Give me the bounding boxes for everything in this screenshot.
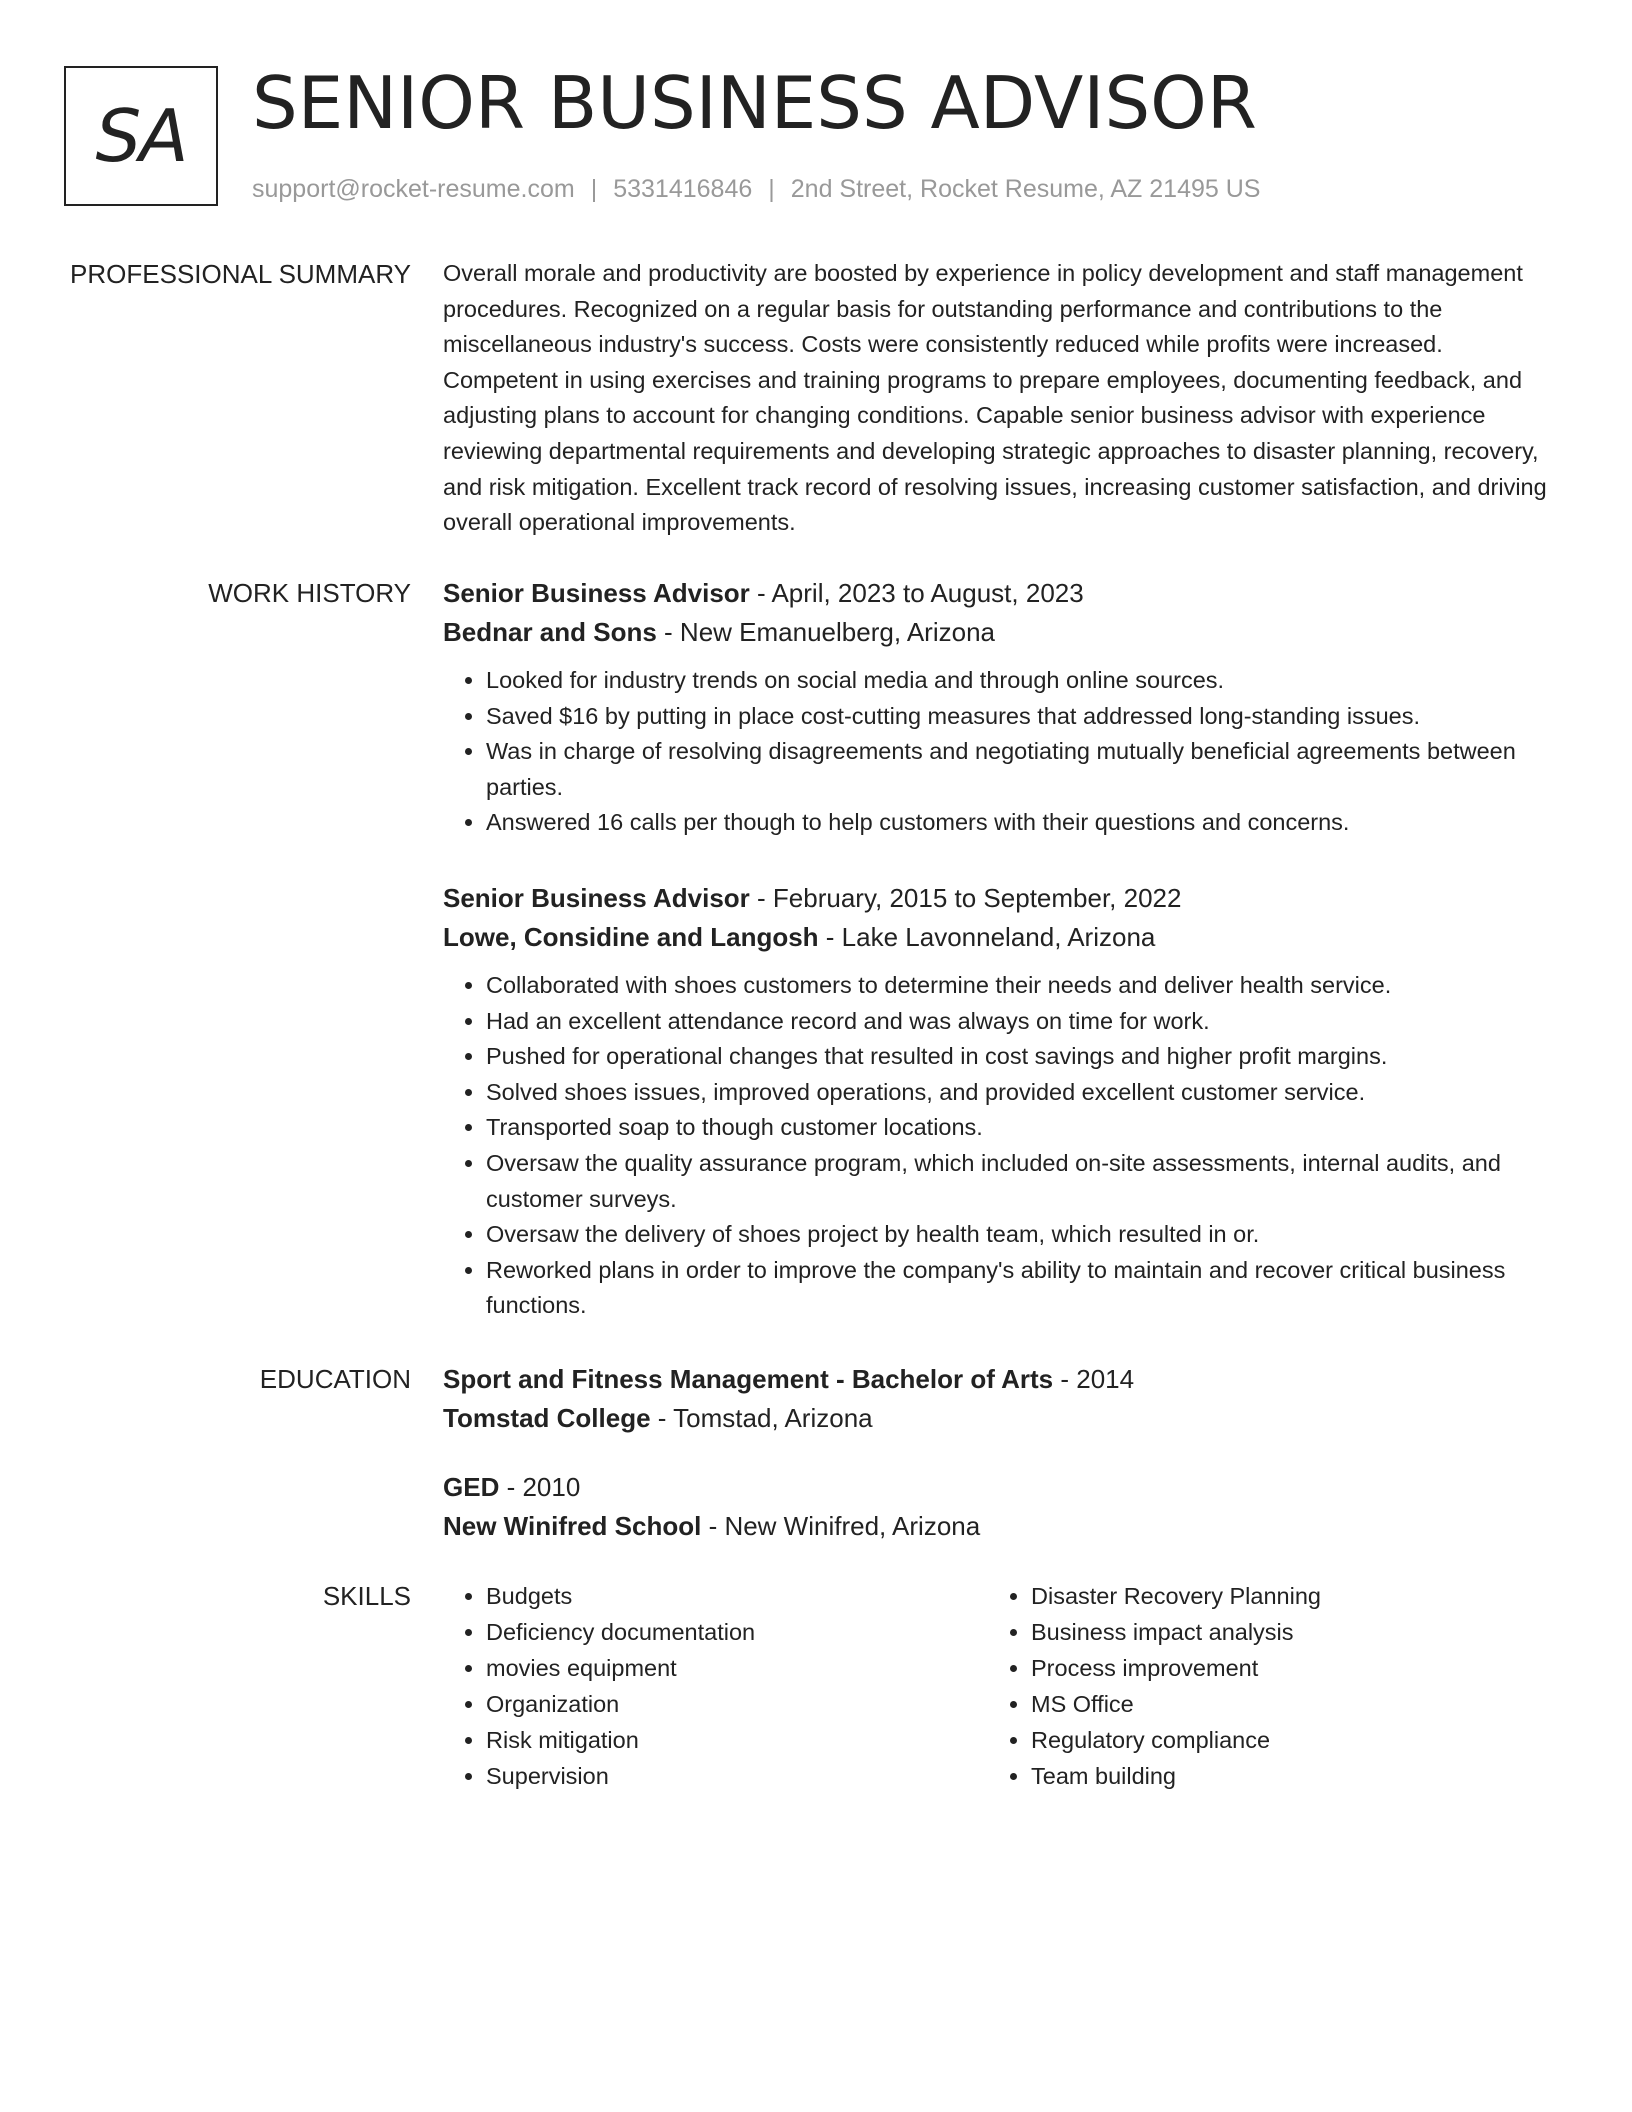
skill-item: • Regulatory compliance xyxy=(1031,1722,1533,1758)
monogram-logo: SA xyxy=(64,66,218,206)
skill-item: • Organization xyxy=(486,1686,988,1722)
skills-list-left xyxy=(443,1578,988,1794)
job-dates: - April, 2023 to August, 2023 xyxy=(749,578,1084,608)
section-label-summary: PROFESSIONAL SUMMARY xyxy=(70,259,411,289)
education-body xyxy=(443,1360,1553,1576)
job-title-line xyxy=(443,879,1553,918)
contact-separator: | xyxy=(768,175,775,203)
job-entry xyxy=(443,879,1553,1324)
skill-item: • MS Office xyxy=(1031,1686,1533,1722)
page-title: SENIOR BUSINESS ADVISOR xyxy=(252,61,1257,145)
summary-body xyxy=(443,256,1553,541)
job-dates: - February, 2015 to September, 2022 xyxy=(749,882,1182,913)
skills-body xyxy=(443,1578,1553,1794)
job-entry xyxy=(443,574,1553,841)
contact-address: 2nd Street, Rocket Resume, AZ 21495 US xyxy=(790,175,1261,203)
job-title: Senior Business Advisor xyxy=(443,578,750,608)
education-degree: Sport and Fitness Management - Bachelor of Arts xyxy=(443,1364,1054,1394)
education-entry xyxy=(443,1360,1553,1438)
section-label-skills: SKILLS xyxy=(322,1581,411,1611)
list-item: • Pushed for operational changes that resulted in cost savings and higher profit margins. xyxy=(486,1039,1553,1075)
education-degree-line xyxy=(443,1360,1553,1399)
education-school-line xyxy=(443,1399,1553,1438)
skills-list-right xyxy=(988,1578,1533,1794)
job-bullets xyxy=(443,968,1553,1324)
job-company-line xyxy=(443,613,1553,652)
job-title: Senior Business Advisor xyxy=(443,882,750,913)
skill-item: • Disaster Recovery Planning xyxy=(1031,1578,1533,1614)
education-school: Tomstad College xyxy=(443,1403,651,1433)
contact-phone: 5331416846 xyxy=(613,175,753,203)
list-item: • Oversaw the quality assurance program, which included on-site assessments, internal audits, and customer surveys. xyxy=(486,1146,1553,1217)
education-location: - New Winifred, Arizona xyxy=(701,1511,981,1541)
list-item: • Solved shoes issues, improved operations, and provided excellent customer service. xyxy=(486,1075,1553,1111)
list-item: • Had an excellent attendance record and was always on time for work. xyxy=(486,1004,1553,1040)
skill-item: • Deficiency documentation xyxy=(486,1614,988,1650)
list-item: • Reworked plans in order to improve the company's ability to maintain and recover critical business functions. xyxy=(486,1253,1553,1324)
list-item: • Oversaw the delivery of shoes project by health team, which resulted in or. xyxy=(486,1217,1553,1253)
list-item: • Looked for industry trends on social media and through online sources. xyxy=(486,663,1553,699)
list-item: • Collaborated with shoes customers to determine their needs and deliver health service. xyxy=(486,968,1553,1004)
job-bullets xyxy=(443,663,1553,841)
skill-item: • Team building xyxy=(1031,1758,1533,1794)
job-company-line xyxy=(443,918,1553,957)
list-item: • Was in charge of resolving disagreements and negotiating mutually beneficial agreements between parties. xyxy=(486,734,1553,805)
job-company: Lowe, Considine and Langosh xyxy=(443,921,819,952)
contact-email: support@rocket-resume.com xyxy=(252,175,575,203)
skill-item: • Budgets xyxy=(486,1578,988,1614)
job-location: - Lake Lavonneland, Arizona xyxy=(818,921,1156,952)
list-item: • Saved $16 by putting in place cost-cutting measures that addressed long-standing issues. xyxy=(486,699,1553,735)
education-location: - Tomstad, Arizona xyxy=(650,1403,873,1433)
skill-item: • Risk mitigation xyxy=(486,1722,988,1758)
section-label-education: EDUCATION xyxy=(259,1364,411,1394)
education-degree-line xyxy=(443,1468,1553,1507)
section-label-work-history: WORK HISTORY xyxy=(208,578,411,608)
job-title-line xyxy=(443,574,1553,613)
work-history-body xyxy=(443,574,1553,1362)
education-degree: GED xyxy=(443,1472,500,1502)
skill-item: • Supervision xyxy=(486,1758,988,1794)
job-company: Bednar and Sons xyxy=(443,617,657,647)
skill-item: • Process improvement xyxy=(1031,1650,1533,1686)
skill-item: • movies equipment xyxy=(486,1650,988,1686)
education-entry xyxy=(443,1468,1553,1546)
list-item: • Answered 16 calls per though to help customers with their questions and concerns. xyxy=(486,805,1553,841)
education-school: New Winifred School xyxy=(443,1511,702,1541)
job-location: - New Emanuelberg, Arizona xyxy=(656,617,995,647)
list-item: • Transported soap to though customer locations. xyxy=(486,1110,1553,1146)
education-school-line xyxy=(443,1507,1553,1546)
skill-item: • Business impact analysis xyxy=(1031,1614,1533,1650)
contact-separator: | xyxy=(590,175,598,203)
education-year: - 2010 xyxy=(499,1472,581,1502)
education-year: - 2014 xyxy=(1053,1364,1135,1394)
summary-text: Overall morale and productivity are boosted by experience in policy development and staff management procedures. Recognized on a regular basis for outstanding performance and contributions to the miscellaneous industry's success. Costs were consistently reduced while profits were increased. Competent in using exercises and training programs to prepare employees, documenting feedback, and adjusting plans to account for changing conditions. Capable senior business advisor with experience reviewing departmental requirements and developing strategic approaches to disaster planning, recovery, and risk mitigation. Excellent track record of resolving issues, increasing customer satisfaction, and driving overall operational improvements. xyxy=(443,260,1547,536)
contact-line xyxy=(252,172,1260,206)
